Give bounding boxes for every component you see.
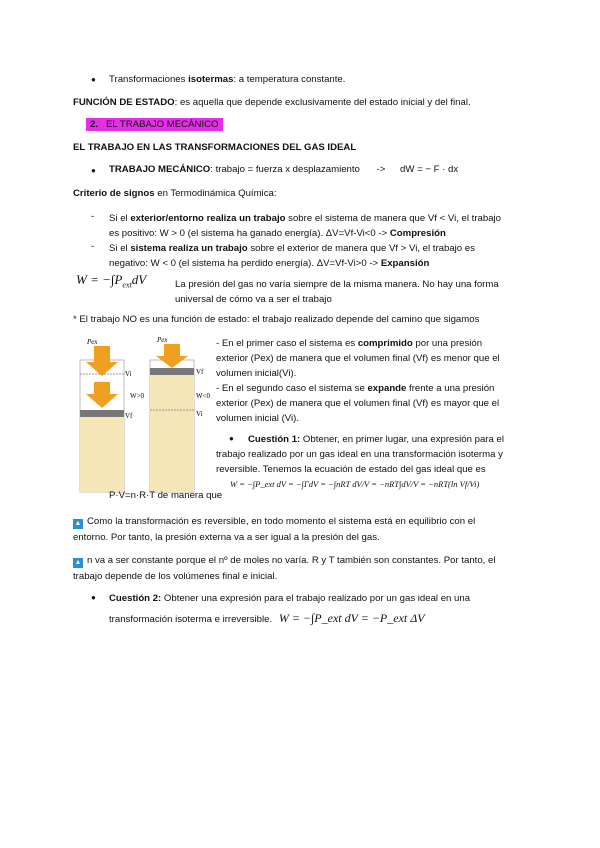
info-icon: ▲ xyxy=(74,559,82,566)
vi-label-right: Vi xyxy=(196,410,203,418)
piston-figure xyxy=(72,336,214,500)
expansion-cylinder xyxy=(150,336,211,492)
section-heading: 2. EL TRABAJO MECÁNICO xyxy=(86,119,223,130)
bullet-icon: ● xyxy=(91,166,96,175)
dash-bullet: - xyxy=(91,211,95,222)
irreversible-work-formula: W = −∫P_ext dV = −P_ext ΔV xyxy=(278,611,425,625)
pex-label-left: Pex xyxy=(87,338,98,346)
vf-label-left: Vf xyxy=(125,412,133,420)
vf-label-right: Vf xyxy=(196,368,204,376)
criterio-item-expansion: Si el sistema realiza un trabajo sobre el exterior de manera que Vf > Vi, el trabajo es negativo: W < 0 (el sistema ha perdido energía). ΔV=Vf-Vi>0 -> Expansión xyxy=(109,243,475,269)
funcion-estado-note: * El trabajo NO es una función de estado: el trabajo realizado depende del camino que sigamos xyxy=(73,314,480,325)
dash-bullet: - xyxy=(91,241,95,252)
funcion-estado-definition: FUNCIÓN DE ESTADO: es aquella que depende exclusivamente del estado inicial y del final. xyxy=(73,97,471,108)
criterio-signos: Criterio de signos en Termodinámica Química: xyxy=(73,188,277,199)
vi-label-left: Vi xyxy=(125,370,132,378)
isotermas-line: Transformaciones isotermas: a temperatura constante. xyxy=(109,74,346,85)
trabajo-mecanico-line: TRABAJO MECÁNICO: trabajo = fuerza x desplazamiento -> dW = − F · dx xyxy=(109,164,459,175)
expansion-case-text: - En el segundo caso el sistema se expande frente a una presión exterior (Pex) de manera que el volumen final (Vf) es mayor que el volumen inicial (Vi). xyxy=(216,383,500,424)
presion-note: La presión del gas no varía siempre de la misma manera. No hay una forma universal de cómo va a ser el trabajo xyxy=(175,279,499,305)
w-label-right: W<0 xyxy=(196,392,211,400)
constant-note: ▲ n va a ser constante porque el nº de moles no varía. R y T también son constantes. Por tanto, el trabajo depende de los volúmenes final e inicial. xyxy=(73,555,496,582)
bullet-icon: ● xyxy=(229,434,234,443)
bullet-icon: ● xyxy=(91,75,96,84)
criterio-item-compresion: Si el exterior/entorno realiza un trabajo sobre el sistema de manera que Vf < Vi, el trabajo es positivo: W > 0 (el sistema ha ganado energía). ΔV=Vf-Vi<0 -> Compresión xyxy=(109,213,502,239)
isothermal-work-formula: W = −∫P_ext dV = −∫ΓdV = −∫nRT dV/V = −nRT∫dV/V = −nRT(ln Vf/Vi) xyxy=(230,479,480,489)
cuestion-1-gas-law: P·V=n·R·T de manera que xyxy=(109,490,223,501)
bullet-icon: ● xyxy=(91,593,96,602)
cuestion-1: Cuestión 1: Obtener, en primer lugar, una expresión para el trabajo realizado por un gas ideal en una transformación isoterma y reversible. Tenemos la ecuación de estado del gas ideal que es xyxy=(216,434,504,475)
compression-case-text: - En el primer caso el sistema es comprimido por una presión exterior (Pex) de manera que el volumen final (Vf) es menor que el volumen inicial(Vi). xyxy=(216,338,500,379)
cuestion-2: Cuestión 2: Obtener una expresión para el trabajo realizado por un gas ideal en una transformación isoterma e irreversible. W = −∫P_ext dV = −P_ext ΔV xyxy=(109,593,471,625)
pex-label-right: Pex xyxy=(157,336,168,344)
info-icon: ▲ xyxy=(74,520,82,527)
compression-cylinder xyxy=(80,338,145,492)
work-integral-formula: $W = -\int P_{ext}dV$ xyxy=(76,272,147,290)
w-label-left: W>0 xyxy=(130,392,145,400)
subheading: EL TRABAJO EN LAS TRANSFORMACIONES DEL GAS IDEAL xyxy=(73,142,357,153)
reversible-note: ▲ Como la transformación es reversible, en todo momento el sistema está en equilibrio con el entorno. Por tanto, la presión externa va a ser igual a la presión del gas. xyxy=(73,516,476,543)
